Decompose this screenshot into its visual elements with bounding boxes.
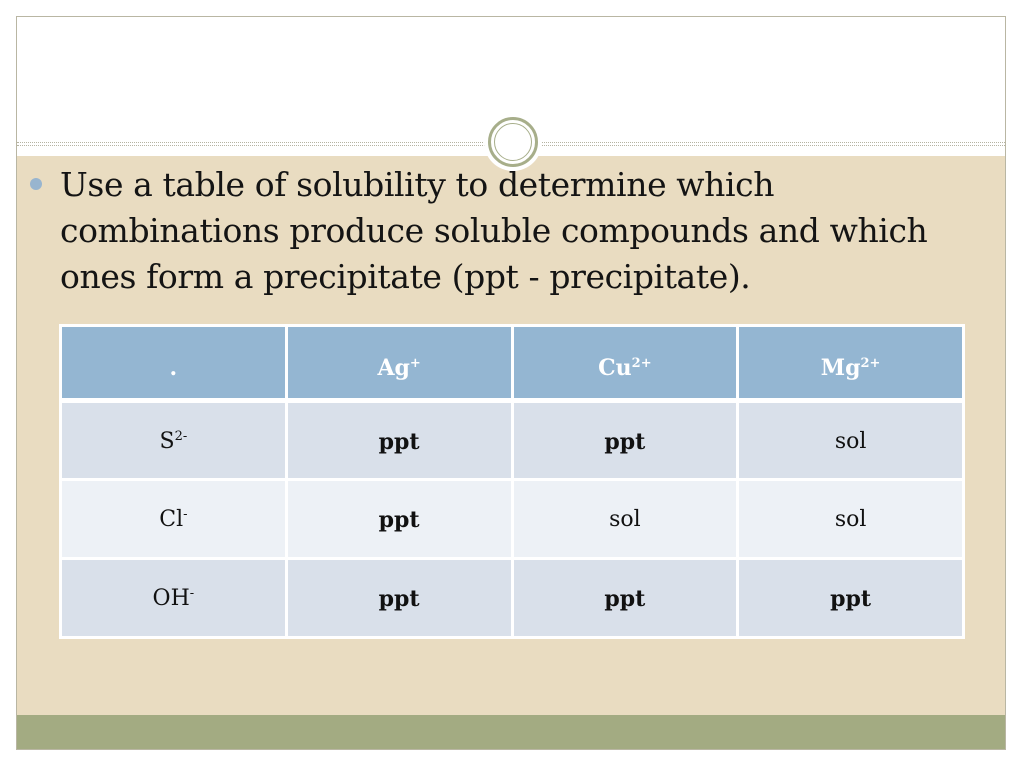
row-label-hydroxide xyxy=(61,559,287,638)
header-cell-mg xyxy=(738,326,964,401)
cell-hydroxide-ag: ppt xyxy=(286,559,512,638)
cell-chloride-cu: sol xyxy=(512,480,738,559)
cell-sulfide-ag: ppt xyxy=(286,401,512,480)
row-label-chloride xyxy=(61,480,287,559)
table-row-sulfide xyxy=(61,401,964,480)
sulfide-charge: 2- xyxy=(174,429,188,444)
solubility-table xyxy=(59,324,965,639)
cell-sulfide-mg: sol xyxy=(738,401,964,480)
table-row-hydroxide xyxy=(61,559,964,638)
header-corner-label: . xyxy=(169,355,178,381)
header-ag-charge: + xyxy=(409,356,421,371)
bullet-point xyxy=(30,162,970,300)
cell-chloride-mg: sol xyxy=(738,480,964,559)
cell-sulfide-cu: ppt xyxy=(512,401,738,480)
chloride-base: Cl xyxy=(159,507,184,532)
header-mg-charge: 2+ xyxy=(860,356,881,371)
cell-hydroxide-mg: ppt xyxy=(738,559,964,638)
sulfide-base: S xyxy=(159,429,175,454)
row-label-sulfide xyxy=(61,401,287,480)
hydroxide-charge: - xyxy=(189,586,195,601)
header-cu-charge: 2+ xyxy=(631,356,652,371)
table-header-row xyxy=(61,326,964,401)
hydroxide-base: OH xyxy=(152,586,190,611)
header-cell-cu xyxy=(512,326,738,401)
header-cu-base: Cu xyxy=(598,355,632,381)
header-mg-base: Mg xyxy=(820,355,861,381)
bullet-dot-icon xyxy=(30,178,42,190)
chloride-charge: - xyxy=(183,507,188,522)
ornament-inner-ring xyxy=(494,123,532,161)
header-ag-base: Ag xyxy=(377,355,410,381)
cell-chloride-ag: ppt xyxy=(286,480,512,559)
header-cell-ag xyxy=(286,326,512,401)
bullet-text: Use a table of solubility to determine which combinations produce soluble compounds and which ones form a precipitate (ppt - precipitate). xyxy=(60,165,928,296)
cell-hydroxide-cu: ppt xyxy=(512,559,738,638)
header-cell-corner xyxy=(61,326,287,401)
table-row-chloride xyxy=(61,480,964,559)
slide-footer xyxy=(17,715,1005,749)
